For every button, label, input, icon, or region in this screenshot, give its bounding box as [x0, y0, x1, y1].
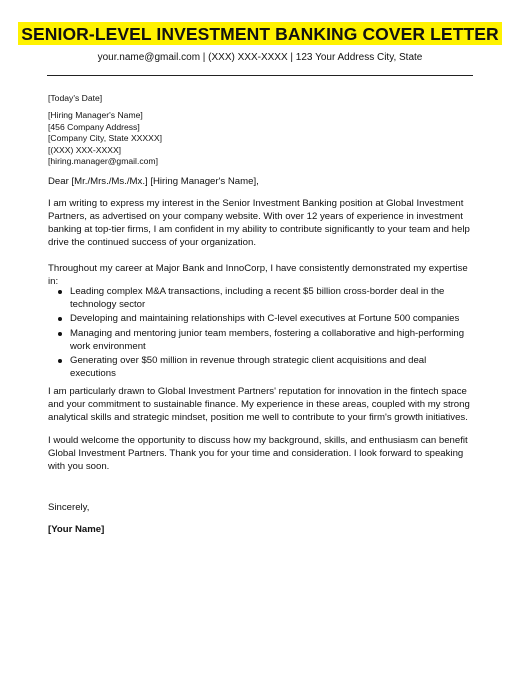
header-divider [47, 75, 473, 76]
list-item [48, 354, 468, 380]
bullet-icon [58, 317, 62, 321]
expertise-list [48, 285, 468, 381]
letter-date: [Today's Date] [48, 93, 103, 103]
recipient-email: [hiring.manager@gmail.com] [48, 156, 158, 167]
list-item-text: Developing and maintaining relationships with C-level executives at Fortune 500 companies [70, 313, 460, 325]
list-item [48, 312, 468, 325]
signature-name: [Your Name] [48, 524, 105, 535]
recipient-name: [Hiring Manager's Name] [48, 110, 143, 120]
recipient-address: [456 Company Address] [48, 121, 140, 132]
career-text: Throughout my career at Major Bank and InnoCorp, I have consistently demonstrated my expertise in: [48, 263, 468, 287]
bullet-icon [58, 359, 62, 363]
list-item [48, 327, 468, 353]
list-item-text: Leading complex M&A transactions, including a recent $5 billion cross-border deal in the technology sector [70, 286, 445, 311]
recipient-phone: [(XXX) XXX-XXXX] [48, 144, 122, 155]
contact-line: your.name@gmail.com | (XXX) XXX-XXXX | 123 Your Address City, State [97, 52, 423, 63]
title-container [0, 22, 520, 45]
closing-text: I would welcome the opportunity to discuss how my background, skills, and enthusiasm can benefit Global Investment Partners. Thank you for your time and consideration. I look forward to speaking with you soon. [48, 435, 468, 472]
document-title: SENIOR-LEVEL INVESTMENT BANKING COVER LETTER [18, 22, 502, 45]
bullet-icon [58, 290, 62, 294]
signoff: Sincerely, [48, 502, 90, 513]
recipient-block [48, 110, 478, 168]
recipient-city: [Company City, State XXXXX] [48, 133, 162, 144]
list-item-text: Generating over $50 million in revenue through strategic client acquisitions and deal executions [70, 355, 427, 380]
interest-paragraph [48, 386, 478, 425]
closing-paragraph [48, 435, 478, 474]
intro-paragraph [48, 198, 478, 250]
list-item-text: Managing and mentoring junior team members, fostering a collaborative and high-performing work environment [70, 327, 465, 352]
intro-text: I am writing to express my interest in the Senior Investment Banking position at Global Investment Partners, as advertised on your company website. With over 12 years of experience in investment banking at top-tier firms, I am confident in my ability to contribute significantly to your team and help drive the continued success of your organization. [48, 198, 470, 248]
list-item [48, 285, 468, 311]
bullet-icon [58, 332, 62, 336]
salutation: Dear [Mr./Mrs./Ms./Mx.] [Hiring Manager's Name], [48, 176, 259, 187]
interest-text: I am particularly drawn to Global Investment Partners' reputation for innovation in the fintech space and your commitment to sustainable finance. My experience in these areas, coupled with my strong analytical skills and strategic mindset, position me well to contribute to your firm's growth initiatives. [48, 386, 470, 423]
